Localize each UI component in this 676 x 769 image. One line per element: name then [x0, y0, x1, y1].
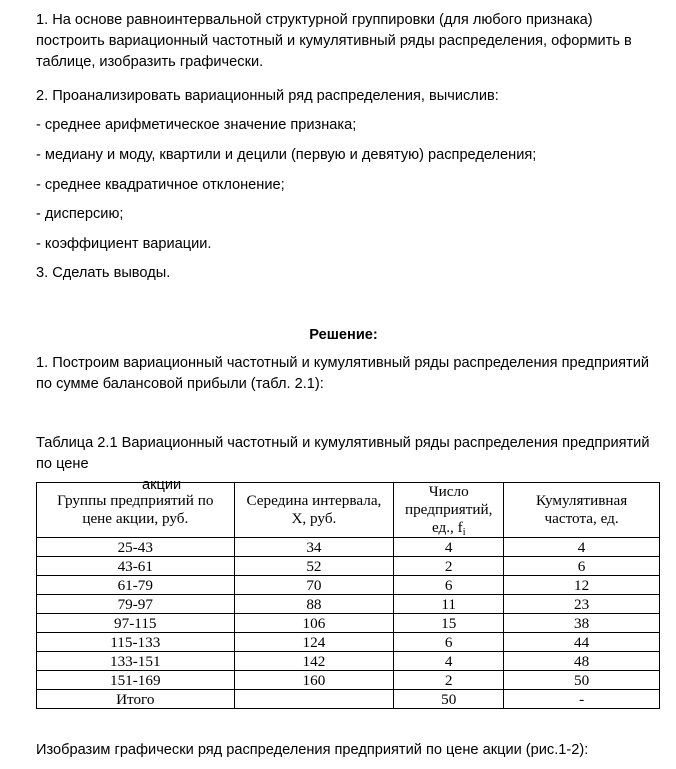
cell-count: 4: [394, 652, 504, 671]
cell-group: 151-169: [37, 671, 235, 690]
task-sub-item: - среднее арифметическое значение признака;: [36, 117, 357, 133]
cell-group: 79-97: [37, 595, 235, 614]
task-sub-item: - среднее квадратичное отклонение;: [36, 177, 285, 193]
cell-cumulative: 48: [504, 652, 660, 671]
header-cumulative-frequency: Кумулятивная частота, ед.: [504, 483, 660, 538]
cell-group: Итого: [37, 690, 235, 709]
cell-midpoint: 34: [234, 538, 394, 557]
cell-midpoint: 160: [234, 671, 394, 690]
cell-count: 6: [394, 576, 504, 595]
task-item-3: 3. Сделать выводы.: [36, 265, 171, 281]
table-row: [37, 633, 660, 652]
table-row: [37, 557, 660, 576]
table-total-row: [37, 690, 660, 709]
cell-cumulative: 6: [504, 557, 660, 576]
header-enterprise-count-text: Число предприятий, ед., f: [404, 483, 493, 536]
cell-count: 15: [394, 614, 504, 633]
table-row: [37, 671, 660, 690]
distribution-table: [36, 482, 660, 709]
table-row: [37, 538, 660, 557]
cell-count: 6: [394, 633, 504, 652]
cell-group: 133-151: [37, 652, 235, 671]
cell-cumulative: 50: [504, 671, 660, 690]
header-subscript: i: [462, 527, 466, 538]
solution-intro: 1. Построим вариационный частотный и кумулятивный ряды распределения предприятий по сумме балансовой прибыли (табл. 2.1):: [36, 355, 650, 392]
header-groups: Группы предприятий по цене акции, руб.: [37, 483, 235, 538]
solution-heading: Решение:: [309, 327, 378, 343]
cell-count: 2: [394, 557, 504, 576]
task-item-1: 1. На основе равноинтервальной структурной группировки (для любого признака) построить вариационный частотный и кумулятивный ряды распределения, оформить в таблице, изобразить графически.: [36, 12, 632, 70]
cell-midpoint: 142: [234, 652, 394, 671]
cell-cumulative: 44: [504, 633, 660, 652]
cell-cumulative: 38: [504, 614, 660, 633]
cell-group: 97-115: [37, 614, 235, 633]
cell-midpoint: 52: [234, 557, 394, 576]
table-row: [37, 595, 660, 614]
task-sub-item: - коэффициент вариации.: [36, 236, 212, 252]
task-sub-item: - медиану и моду, квартили и децили (первую и девятую) распределения;: [36, 147, 537, 163]
cell-midpoint: 106: [234, 614, 394, 633]
cell-midpoint: 88: [234, 595, 394, 614]
table-caption-line-2: акции: [142, 477, 182, 493]
table-body: [37, 538, 660, 709]
cell-midpoint: [234, 690, 394, 709]
table-row: [37, 652, 660, 671]
cell-count: 50: [394, 690, 504, 709]
task-item-2: 2. Проанализировать вариационный ряд распределения, вычислив:: [36, 88, 499, 104]
task-sub-item: - дисперсию;: [36, 206, 124, 222]
header-interval-midpoint: Середина интервала, Х, руб.: [234, 483, 394, 538]
table-row: [37, 576, 660, 595]
cell-group: 115-133: [37, 633, 235, 652]
cell-cumulative: 12: [504, 576, 660, 595]
cell-midpoint: 70: [234, 576, 394, 595]
cell-cumulative: 4: [504, 538, 660, 557]
cell-midpoint: 124: [234, 633, 394, 652]
cell-group: 61-79: [37, 576, 235, 595]
table-header-row: [37, 483, 660, 538]
cell-count: 11: [394, 595, 504, 614]
cell-count: 2: [394, 671, 504, 690]
cell-count: 4: [394, 538, 504, 557]
cell-group: 43-61: [37, 557, 235, 576]
cell-cumulative: -: [504, 690, 660, 709]
cell-cumulative: 23: [504, 595, 660, 614]
table-caption-line-1: Таблица 2.1 Вариационный частотный и кумулятивный ряды распределения предприятий по цене: [36, 435, 650, 472]
solution-outro: Изобразим графически ряд распределения предприятий по цене акции (рис.1-2):: [36, 742, 589, 758]
header-enterprise-count: [394, 483, 504, 538]
cell-group: 25-43: [37, 538, 235, 557]
table-row: [37, 614, 660, 633]
